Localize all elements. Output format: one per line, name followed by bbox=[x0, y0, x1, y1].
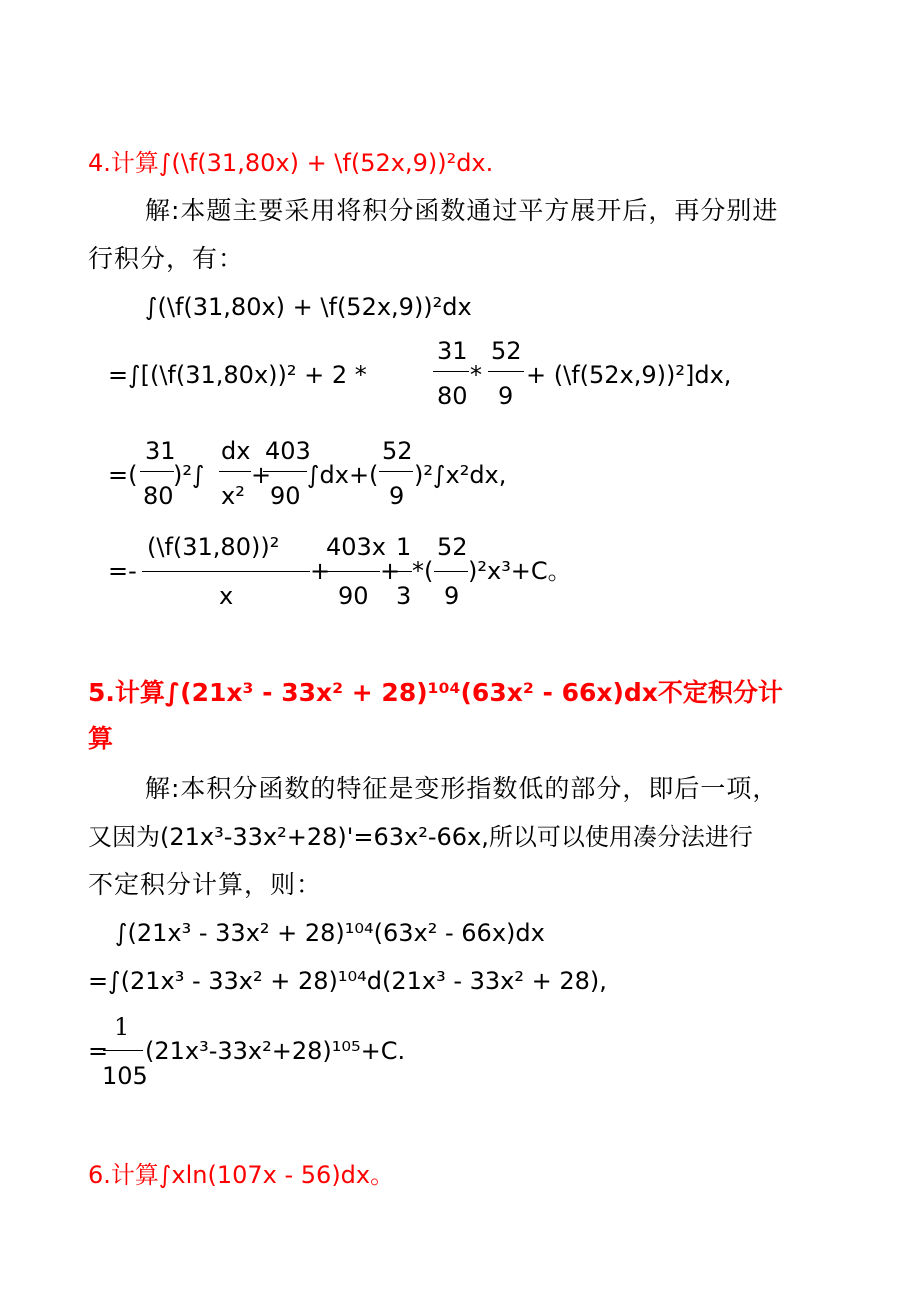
problem-4-step4-frac4-num: 52 bbox=[437, 533, 468, 561]
problem-4-step3-b: ∫dx+( bbox=[307, 461, 379, 489]
problem-4-step3-frac3-den: 90 bbox=[270, 482, 301, 510]
problem-4-step2-frac2-den: 9 bbox=[498, 382, 514, 410]
problem-4-step3-pre: =( bbox=[108, 461, 138, 489]
problem-4-step4-end: )²x³+C。 bbox=[468, 557, 572, 585]
problem-4-step2-frac1-den: 80 bbox=[437, 382, 468, 410]
problem-5-title-line1: 5.计算∫(21x³ - 33x² + 28)¹⁰⁴(63x² - 66x)dx不定积分计 bbox=[88, 678, 783, 707]
problem-4-step3-frac1-den: 80 bbox=[143, 482, 174, 510]
problem-5-step3-pre: = bbox=[88, 1037, 109, 1065]
problem-4-step4-star: *( bbox=[412, 557, 434, 585]
problem-4-step4-frac1-bar bbox=[142, 571, 310, 572]
problem-4-step3-frac1-num: 31 bbox=[145, 437, 176, 465]
problem-4-step4-frac1-den: x bbox=[219, 582, 234, 610]
problem-4-step4-frac2-den: 90 bbox=[338, 582, 369, 610]
problem-4-step4-frac3-num: 1 bbox=[396, 533, 412, 561]
problem-4-title: 4.计算∫(\f(31,80x) + \f(52x,9))²dx. bbox=[88, 149, 494, 177]
problem-4-step4-frac4-bar bbox=[434, 571, 468, 572]
problem-4-step2-star: * bbox=[470, 361, 482, 389]
problem-4-intro-line1: 解:本题主要采用将积分函数通过平方展开后，再分别进 bbox=[145, 196, 779, 225]
problem-4-intro-line2: 行积分，有： bbox=[88, 244, 245, 273]
problem-4-step3-frac2-num: dx bbox=[221, 437, 251, 465]
problem-4-step3-frac2-den: x² bbox=[221, 482, 245, 510]
problem-5-step3-num: 1 bbox=[114, 1013, 130, 1041]
problem-4-step3-plus: + bbox=[251, 461, 272, 489]
problem-5-intro-line1: 解:本积分函数的特征是变形指数低的部分，即后一项， bbox=[145, 774, 779, 803]
problem-6-title: 6.计算∫xln(107x - 56)dx。 bbox=[88, 1161, 395, 1189]
problem-4-step3-frac4-den: 9 bbox=[389, 482, 405, 510]
problem-4-step3-frac2-bar bbox=[219, 471, 251, 472]
problem-4-step3-frac3-bar bbox=[263, 471, 307, 472]
problem-4-step4-plus1: + bbox=[310, 557, 331, 585]
problem-4-step4-pre: =- bbox=[108, 557, 137, 585]
problem-4-step3-frac3-num: 403 bbox=[265, 437, 311, 465]
problem-5-step3-post: (21x³-33x²+28)¹⁰⁵+C. bbox=[145, 1037, 406, 1065]
problem-5-step1: ∫(21x³ - 33x² + 28)¹⁰⁴(63x² - 66x)dx bbox=[115, 919, 545, 947]
problem-4-step1: ∫(\f(31,80x) + \f(52x,9))²dx bbox=[145, 293, 472, 321]
problem-4-step2-frac2-num: 52 bbox=[491, 337, 522, 365]
problem-5-intro-line3: 不定积分计算，则： bbox=[88, 870, 323, 899]
problem-4-step3-frac4-num: 52 bbox=[382, 437, 413, 465]
problem-5-step3-bar bbox=[103, 1050, 143, 1051]
problem-4-step2-post: + (\f(52x,9))²]dx, bbox=[526, 361, 732, 389]
problem-4-step4-frac3-den: 3 bbox=[396, 582, 412, 610]
problem-4-step2-pre: =∫[(\f(31,80x))² + 2 * bbox=[108, 361, 367, 389]
problem-4-step3-frac4-bar bbox=[379, 471, 413, 472]
problem-5-title-line2: 算 bbox=[88, 724, 114, 753]
problem-4-step4-frac3-bar bbox=[394, 571, 412, 572]
problem-5-step3-den: 105 bbox=[102, 1062, 148, 1090]
problem-4-step4-frac1-num: (\f(31,80))² bbox=[147, 533, 280, 561]
problem-4-step3-a: )²∫ bbox=[173, 461, 205, 489]
problem-4-step4-frac2-bar bbox=[324, 571, 380, 572]
problem-5-intro-line2: 又因为(21x³-33x²+28)'=63x²-66x,所以可以使用凑分法进行 bbox=[88, 823, 753, 851]
problem-4-step2-frac1-num: 31 bbox=[437, 337, 468, 365]
problem-4-step4-frac4-den: 9 bbox=[444, 582, 460, 610]
problem-4-step3-frac1-bar bbox=[140, 471, 174, 472]
problem-4-step3-c: )²∫x²dx, bbox=[414, 461, 507, 489]
problem-4-step4-plus2: + bbox=[380, 557, 401, 585]
problem-4-step2-frac1-bar bbox=[433, 371, 469, 372]
problem-4-step2-frac2-bar bbox=[488, 371, 524, 372]
problem-5-step2: =∫(21x³ - 33x² + 28)¹⁰⁴d(21x³ - 33x² + 28), bbox=[88, 967, 607, 995]
problem-4-step4-frac2-num: 403x bbox=[326, 533, 387, 561]
